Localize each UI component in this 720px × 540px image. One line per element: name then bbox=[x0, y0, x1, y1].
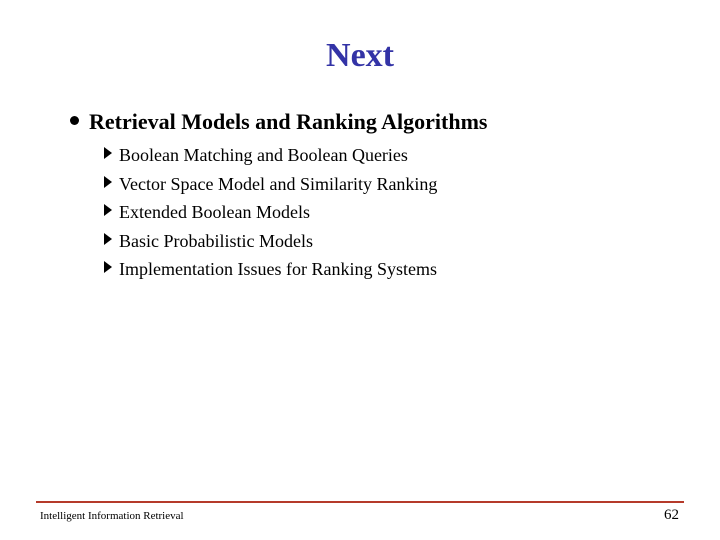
footer-course-title: Intelligent Information Retrieval bbox=[40, 510, 184, 522]
sub-bullet-text: Implementation Issues for Ranking Systems bbox=[119, 259, 437, 280]
sub-bullet-item bbox=[104, 198, 437, 227]
bullet-dot-icon bbox=[70, 116, 79, 125]
sub-bullet-item bbox=[104, 227, 437, 256]
sub-bullet-text: Basic Probabilistic Models bbox=[119, 230, 313, 251]
sub-bullet-text: Boolean Matching and Boolean Queries bbox=[119, 145, 408, 166]
sub-bullet-text: Vector Space Model and Similarity Ranking bbox=[119, 173, 438, 194]
sub-bullet-item bbox=[104, 255, 437, 284]
page-number: 62 bbox=[664, 507, 679, 523]
triangle-bullet-icon bbox=[104, 147, 112, 159]
slide-title: Next bbox=[326, 37, 394, 74]
main-bullet bbox=[70, 107, 487, 137]
triangle-bullet-icon bbox=[104, 176, 112, 188]
triangle-bullet-icon bbox=[104, 261, 112, 273]
footer-divider bbox=[36, 501, 684, 503]
triangle-bullet-icon bbox=[104, 233, 112, 245]
sub-bullet-item bbox=[104, 170, 437, 199]
main-bullet-text: Retrieval Models and Ranking Algorithms bbox=[89, 109, 488, 134]
sub-bullet-item bbox=[104, 141, 437, 170]
triangle-bullet-icon bbox=[104, 204, 112, 216]
sub-bullet-list bbox=[104, 141, 437, 284]
sub-bullet-text: Extended Boolean Models bbox=[119, 202, 310, 223]
